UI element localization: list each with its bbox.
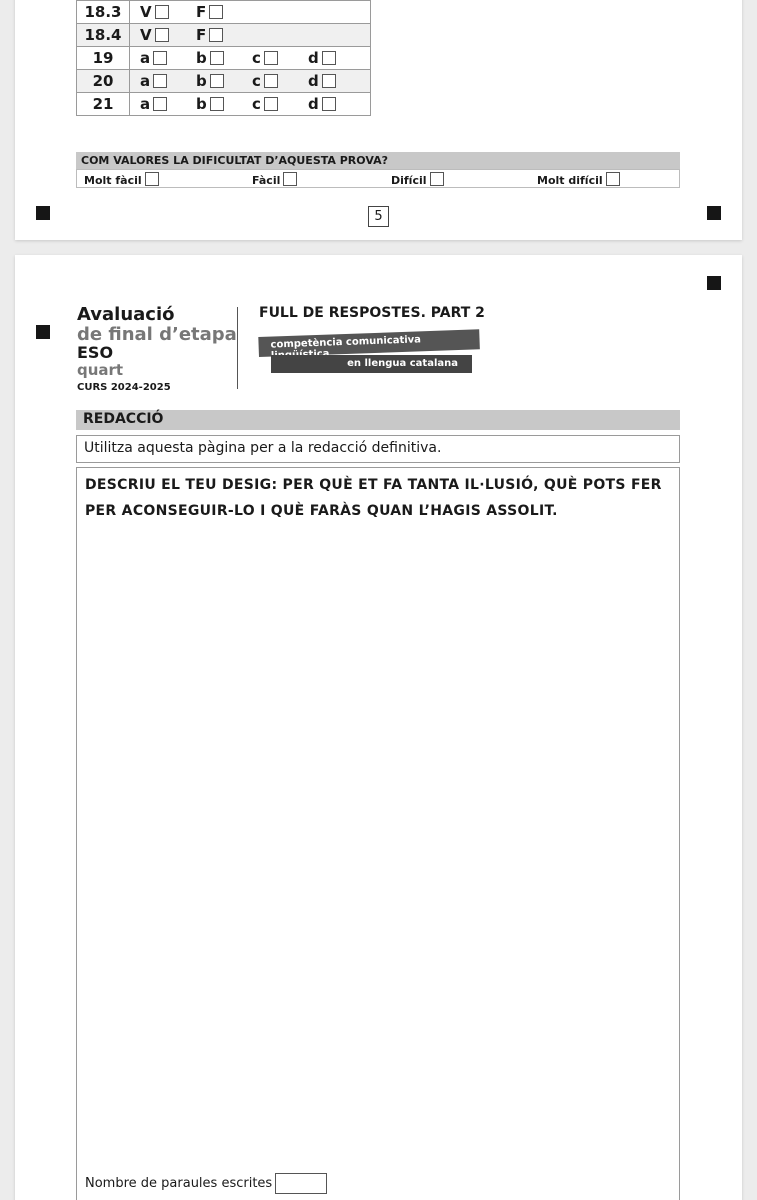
part-title: FULL DE RESPOSTES. PART 2: [259, 305, 485, 321]
difficulty-question: COM VALORES LA DIFICULTAT D’AQUESTA PROVA?: [76, 152, 680, 169]
answers-table: [76, 0, 371, 116]
answer-option[interactable]: [140, 72, 196, 90]
checkbox[interactable]: [155, 5, 169, 19]
competence-banner-line2: en llengua catalana: [271, 355, 472, 373]
answer-sheet-page-2: [15, 255, 742, 1200]
question-number: 19: [77, 47, 130, 70]
registration-mark: [707, 276, 721, 290]
checkbox[interactable]: [209, 5, 223, 19]
word-count-field: [85, 1173, 327, 1194]
checkbox[interactable]: [210, 51, 224, 65]
answer-options: [130, 24, 371, 47]
answer-option[interactable]: [140, 95, 196, 113]
registration-mark: [36, 325, 50, 339]
answer-option[interactable]: [140, 49, 196, 67]
difficulty-option-label: Difícil: [391, 174, 427, 187]
checkbox[interactable]: [264, 97, 278, 111]
exam-level: quart: [77, 361, 124, 379]
checkbox[interactable]: [606, 172, 620, 186]
answer-option-label: c: [252, 72, 261, 90]
header-divider: [237, 307, 238, 389]
checkbox[interactable]: [322, 51, 336, 65]
answer-option[interactable]: [196, 95, 252, 113]
answer-option-label: d: [308, 72, 319, 90]
difficulty-option-hard[interactable]: [391, 172, 444, 187]
answer-option[interactable]: [140, 26, 196, 44]
answer-option-label: d: [308, 49, 319, 67]
difficulty-option-easy[interactable]: [252, 172, 297, 187]
answer-option[interactable]: [252, 49, 308, 67]
exam-header: [77, 305, 237, 393]
difficulty-option-label: Fàcil: [252, 174, 281, 187]
answer-option[interactable]: [308, 72, 364, 90]
checkbox[interactable]: [153, 97, 167, 111]
difficulty-option-label: Molt difícil: [537, 174, 603, 187]
answer-option[interactable]: [196, 3, 252, 21]
checkbox[interactable]: [322, 74, 336, 88]
answer-row: [77, 1, 371, 24]
answer-option-label: V: [140, 26, 152, 44]
registration-mark: [36, 206, 50, 220]
answer-options: [130, 47, 371, 70]
question-number: 18.3: [77, 1, 130, 24]
checkbox[interactable]: [264, 74, 278, 88]
word-count-label: Nombre de paraules escrites: [85, 1176, 273, 1191]
answer-row: [77, 24, 371, 47]
answer-option[interactable]: [252, 95, 308, 113]
essay-prompt: DESCRIU EL TEU DESIG: PER QUÈ ET FA TANTA IL·LUSIÓ, QUÈ POTS FER PER ACONSEGUIR-LO I QUÈ FARÀS QUAN L’HAGIS ASSOLIT.: [85, 477, 662, 519]
answer-option-label: a: [140, 72, 151, 90]
checkbox[interactable]: [153, 51, 167, 65]
answer-option[interactable]: [308, 49, 364, 67]
exam-subtitle: de final d’etapa: [77, 324, 237, 345]
checkbox[interactable]: [283, 172, 297, 186]
answer-option-label: c: [252, 49, 261, 67]
question-number: 20: [77, 70, 130, 93]
difficulty-rating: [76, 152, 680, 188]
page-number: 5: [368, 206, 389, 227]
answer-option-label: c: [252, 95, 261, 113]
word-count-input[interactable]: [275, 1173, 327, 1194]
exam-stage: ESO: [77, 343, 114, 362]
checkbox[interactable]: [264, 51, 278, 65]
answer-options: [130, 70, 371, 93]
checkbox[interactable]: [210, 97, 224, 111]
answer-options: [130, 93, 371, 116]
answer-option-label: b: [196, 49, 207, 67]
answer-option[interactable]: [196, 49, 252, 67]
difficulty-option-very-hard[interactable]: [537, 172, 620, 187]
checkbox[interactable]: [153, 74, 167, 88]
answer-option-label: V: [140, 3, 152, 21]
answer-option-label: a: [140, 95, 151, 113]
answer-option[interactable]: [252, 72, 308, 90]
exam-year: CURS 2024-2025: [77, 382, 171, 393]
answer-option-label: F: [196, 26, 207, 44]
answer-options: [130, 1, 371, 24]
answer-row: [77, 70, 371, 93]
answer-sheet-page-1: [15, 0, 742, 240]
difficulty-option-very-easy[interactable]: [84, 172, 159, 187]
section-title: REDACCIÓ: [76, 410, 680, 430]
difficulty-option-label: Molt fàcil: [84, 174, 142, 187]
answer-option[interactable]: [196, 26, 252, 44]
exam-title: Avaluació: [77, 304, 175, 325]
checkbox[interactable]: [430, 172, 444, 186]
answer-option-label: b: [196, 72, 207, 90]
answer-row: [77, 93, 371, 116]
answer-option[interactable]: [196, 72, 252, 90]
checkbox[interactable]: [209, 28, 223, 42]
checkbox[interactable]: [210, 74, 224, 88]
checkbox[interactable]: [155, 28, 169, 42]
answer-option[interactable]: [308, 95, 364, 113]
registration-mark: [707, 206, 721, 220]
competence-banner: [259, 334, 484, 375]
instruction-text: Utilitza aquesta pàgina per a la redacció definitiva.: [76, 435, 680, 463]
answer-option[interactable]: [140, 3, 196, 21]
question-number: 18.4: [77, 24, 130, 47]
question-number: 21: [77, 93, 130, 116]
checkbox[interactable]: [145, 172, 159, 186]
answer-option-label: F: [196, 3, 207, 21]
difficulty-options: [76, 169, 680, 188]
answer-option-label: d: [308, 95, 319, 113]
essay-writing-area[interactable]: [76, 467, 680, 1200]
answer-option-label: a: [140, 49, 151, 67]
competence-banner-line1: competència comunicativa: [258, 329, 480, 357]
answer-row: [77, 47, 371, 70]
checkbox[interactable]: [322, 97, 336, 111]
answer-option-label: b: [196, 95, 207, 113]
